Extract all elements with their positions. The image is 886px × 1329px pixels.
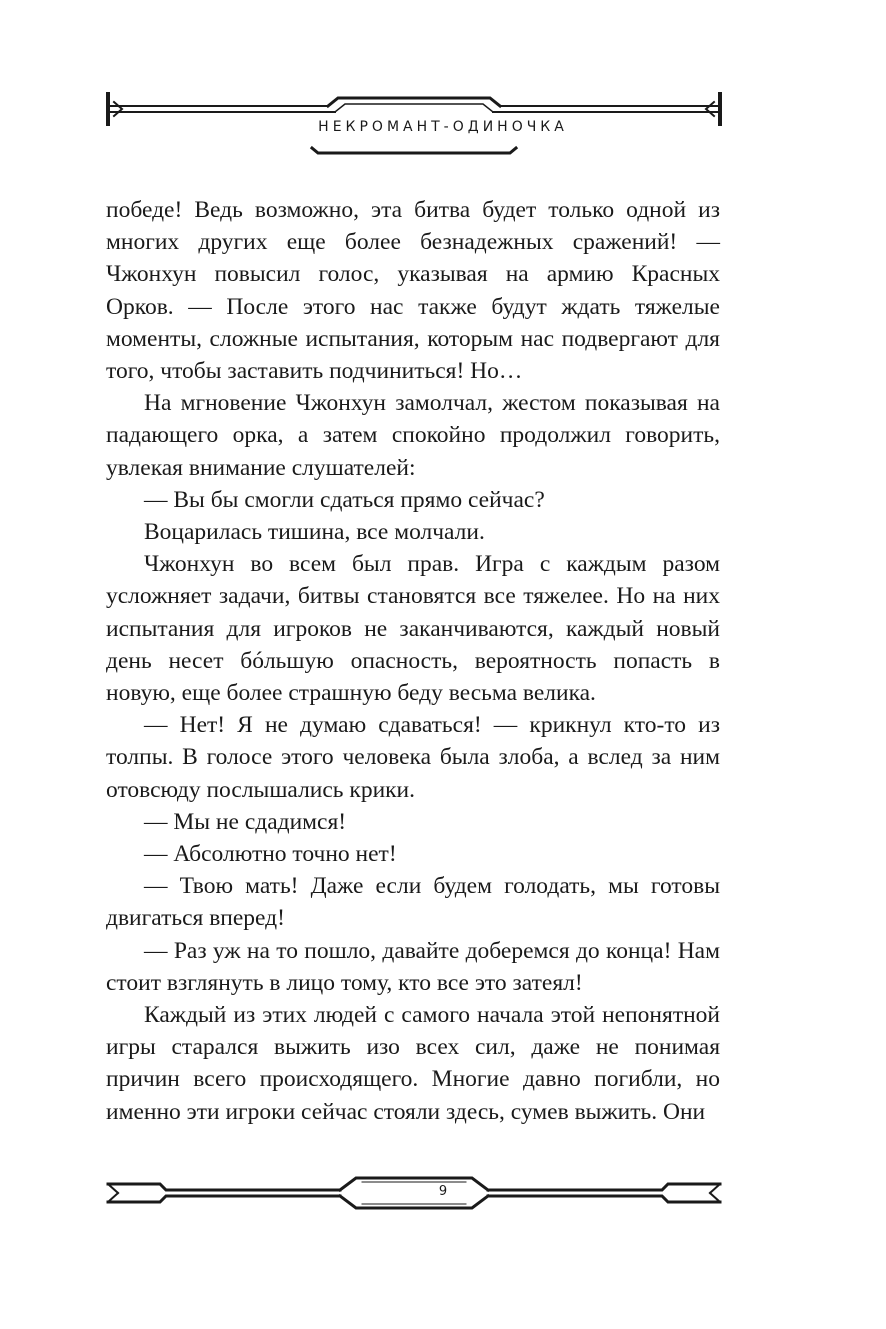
paragraph: — Твою мать! Даже если будем голодать, мы готовы двигаться вперед! [106,873,720,932]
paragraph: победе! Ведь возможно, эта битва будет только одной из многих других еще более безнадежных сражений! — Чжонхун повысил голос, указывая на армию Красных Орков. — После этого нас также будут ждать тяжелые моменты, сложные испытания, которым нас подвергают для того, чтобы заставить подчиниться! Но… [106,197,720,385]
paragraph: Воцарилась тишина, все молчали. [144,519,485,546]
paragraph: — Абсолютно точно нет! [144,841,397,868]
page-number: 9 [438,1184,448,1199]
running-title: НЕКРОМАНТ-ОДИНОЧКА [318,119,568,135]
paragraph: Чжонхун во всем был прав. Игра с каждым разом усложняет задачи, битвы становятся все тяжелее. Но на них испытания для игроков не заканчиваются, каждый новый день несет бóльшую опасность, вероятность попасть в новую, еще более страшную беду весьма велика. [106,551,720,707]
paragraph: На мгновение Чжонхун замолчал, жестом показывая на падающего орка, а затем спокойно продолжил говорить, увлекая внимание слушателей: [106,390,720,481]
body-text [106,194,720,1128]
paragraph: — Мы не сдадимся! [144,808,347,835]
paragraph: — Раз уж на то пошло, давайте доберемся до конца! Нам стоит взглянуть в лицо тому, кто все это затеял! [106,937,720,996]
paragraph: Каждый из этих людей с самого начала этой непонятной игры старался выжить изо всех сил, даже не понимая причин всего происходящего. Многие давно погибли, но именно эти игроки сейчас стояли здесь, сумев выжить. Они [106,1002,720,1125]
paragraph: — Нет! Я не думаю сдаваться! — крикнул кто-то из толпы. В голосе этого человека была злоба, а вслед за ним отовсюду послышались крики. [106,712,720,803]
paragraph: — Вы бы смогли сдаться прямо сейчас? [144,486,545,513]
